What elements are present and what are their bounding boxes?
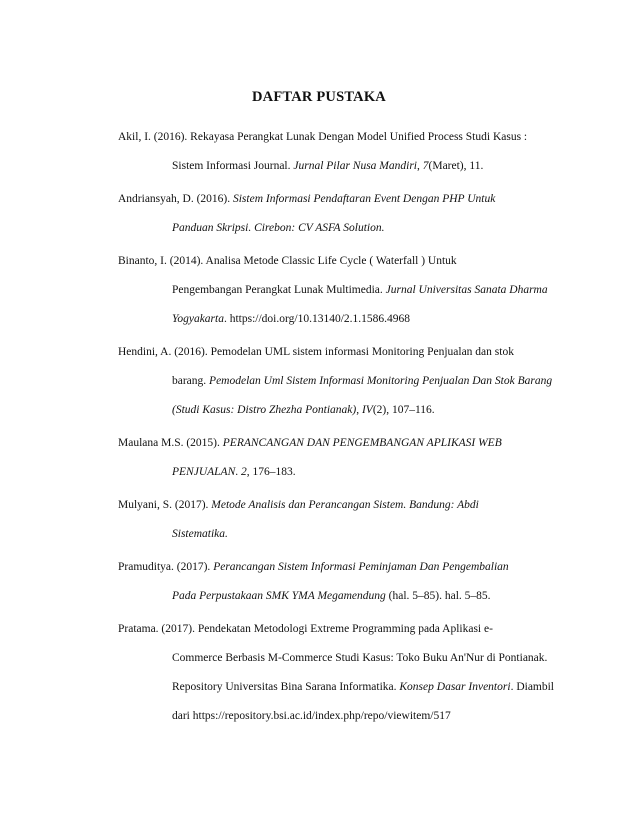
reference-text: Binanto, I. (2014). Analisa Metode Classic Life Cycle ( Waterfall ) Untuk [118,255,457,267]
reference-italic-text: Jurnal Pilar Nusa Mandiri [293,160,418,172]
reference-line [118,553,563,582]
reference-text: barang. [172,375,210,387]
reference-line [118,185,563,214]
reference-entry [118,491,563,549]
reference-line [145,458,563,487]
reference-text: Pramuditya. (2017). [118,561,214,573]
reference-line [145,305,563,334]
reference-entry [118,338,563,425]
reference-list [118,123,563,735]
reference-italic-text: Pada Perpustakaan SMK YMA Megamendung [172,590,386,602]
reference-italic-text: Metode Analisis dan Perancangan Sistem. Bandung: Abdi [211,499,479,511]
reference-italic-text: Yogyakarta [172,313,224,325]
reference-italic-text: Panduan Skripsi [172,222,249,234]
reference-text: , [356,404,362,416]
reference-text: (hal. 5–85). hal. 5–85. [385,590,491,602]
reference-text: Sistem Informasi Journal. [172,160,294,172]
reference-italic-text: (Studi Kasus: Distro Zhezha Pontianak) [172,404,357,416]
reference-line [145,644,563,673]
reference-text: Maulana M.S. (2015). [118,437,223,449]
reference-text: , 176–183. [246,466,296,478]
reference-line [118,247,563,276]
reference-text: Commerce Berbasis M-Commerce Studi Kasus: Toko Buku An'Nur di Pontianak. [172,652,548,664]
reference-text: , [417,160,423,172]
reference-line [145,520,563,549]
reference-italic-text: PERANCANGAN DAN PENGEMBANGAN APLIKASI WEB [222,437,502,449]
reference-italic-text: Konsep Dasar Inventori [399,681,511,693]
reference-line [118,429,563,458]
reference-text: Pratama. (2017). Pendekatan Metodologi Extreme Programming pada Aplikasi e- [118,623,493,635]
reference-entry [118,247,563,334]
reference-line [145,702,563,731]
page-title: DAFTAR PUSTAKA [252,89,386,105]
reference-text: Andriansyah, D. (2016). [118,193,233,205]
reference-entry [118,429,563,487]
reference-line [118,491,563,520]
reference-italic-text: Sistem Informasi Pendaftaran Event Dengan PHP Untuk [232,193,496,205]
reference-line [145,396,563,425]
reference-italic-text: Perancangan Sistem Informasi Peminjaman Dan Pengembalian [213,561,509,573]
reference-italic-text: 2 [241,466,247,478]
reference-italic-text: IV [361,404,373,416]
reference-text: dari https://repository.bsi.ac.id/index.php/repo/viewitem/517 [172,710,451,722]
reference-text: Akil, I. (2016). Rekayasa Perangkat Lunak Dengan Model Unified Process Studi Kasus : [118,131,528,143]
reference-entry [118,185,563,243]
reference-italic-text: Jurnal Universitas Sanata Dharma [385,284,548,296]
reference-text: . [235,466,241,478]
reference-italic-text: Sistematika. [172,528,228,540]
reference-line [118,123,563,152]
reference-entry [118,615,563,731]
reference-italic-text: Pemodelan Uml Sistem Informasi Monitoring Penjualan Dan Stok Barang [209,375,553,387]
reference-line [145,276,563,305]
reference-line [145,367,563,396]
reference-line [118,338,563,367]
reference-line [145,214,563,243]
reference-text: . Diambil [510,681,555,693]
reference-entry [118,553,563,611]
reference-text: Repository Universitas Bina Sarana Informatika. [172,681,400,693]
reference-italic-text: . Cirebon: CV ASFA Solution. [248,222,385,234]
reference-entry [118,123,563,181]
reference-text: Hendini, A. (2016). Pemodelan UML sistem informasi Monitoring Penjualan dan stok [118,346,514,358]
reference-text: (2), 107–116. [372,404,435,416]
reference-italic-text: 7 [422,160,429,172]
reference-line [145,152,563,181]
reference-text: Pengembangan Perangkat Lunak Multimedia. [172,284,386,296]
reference-line [118,615,563,644]
reference-text: (Maret), 11. [428,160,484,172]
reference-text: . https://doi.org/10.13140/2.1.1586.4968 [223,313,411,325]
reference-italic-text: PENJUALAN [172,466,236,478]
reference-text: Mulyani, S. (2017). [118,499,212,511]
reference-line [145,582,563,611]
reference-line [145,673,563,702]
